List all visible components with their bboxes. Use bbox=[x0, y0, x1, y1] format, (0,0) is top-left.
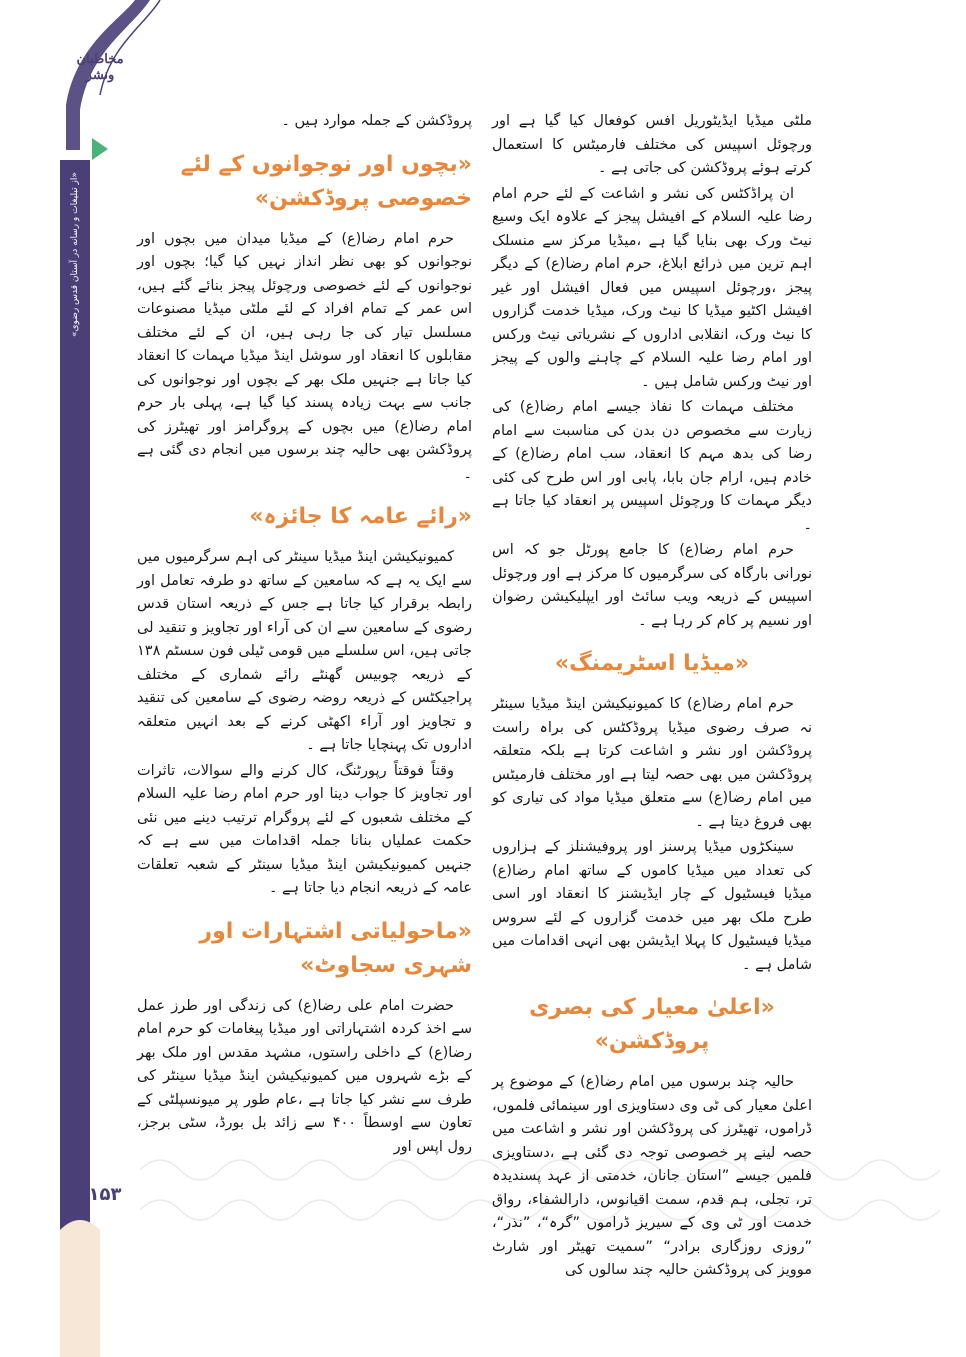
section-heading: «رائے عامہ کا جائزہ» bbox=[249, 504, 472, 529]
section-heading: «بچوں اور نوجوانوں کے لئے خصوصی پروڈکشن» bbox=[180, 151, 472, 211]
paragraph: حرم امام رضا(ع) کا جامع پورٹل جو کہ اس نورانی بارگاہ کی سرگرمیوں کا مرکز ہے اور ورچوئل اسپیس کے ذریعہ ویب سائٹ اور ایپلیکیشن رضوان اور نسیم پر کام کر رہا ہے ۔ bbox=[492, 542, 812, 629]
paragraph: حرم امام رضا(ع) کے میڈیا میدان میں بچوں اور نوجوانوں کو بھی نظر انداز نہیں کیا گیا؛ بچوں اور نوجوانوں کے لئے خصوصی ورچوئل پیجز بنائے گئے ہیں، اس عمر کے تمام افراد کے لئے ملٹی میڈیا مصنوعات مسلسل تیار کی جا رہی ہیں، ان کے لئے مختلف مقابلوں کا انعقاد اور سوشل اینڈ میڈیا مہمات کا انعقاد کیا جاتا ہے جنہیں ملک بھر کے بچوں اور نوجوانوں کی جانب سے بہت زیادہ پسند کیا گیا ہے، پہلی بار حرم امام رضا(ع) میں بچوں کے پروگرامز اور تھیٹرز کی پروڈکشن بھی حالیہ چند برسوں میں انجام دی گئی ہے ۔ bbox=[137, 230, 472, 482]
section-heading: «اعلیٰ معیار کی بصری پروڈکشن» bbox=[529, 995, 775, 1054]
left-column bbox=[137, 110, 472, 1161]
right-column bbox=[492, 110, 812, 1285]
paragraph: حرم امام رضا(ع) کا کمیونیکیشن اینڈ میڈیا سینٹر نہ صرف رضوی میڈیا پروڈکٹس کی براہ راست پروڈکشن اور نشر و اشاعت کرتا ہے بلکہ متعلقہ پروڈکشن میں بھی حصہ لیتا ہے اور مختلف فارمیٹس میں امام رضا(ع) سے متعلق میڈیا مواد کی تیاری کو بھی فروغ دیتا ہے ۔ bbox=[492, 696, 812, 830]
bottom-pattern-icon bbox=[0, 1150, 966, 1357]
section-heading: «میڈیا اسٹریمنگ» bbox=[554, 651, 750, 676]
play-icon bbox=[92, 138, 108, 160]
paragraph: وقتاً فوقتاً رپورٹنگ، کال کرنے والے سوالات، تاثرات اور تجاویز کا جواب دینا اور حرم امام رضا علیہ السلام کے مختلف شعبوں کے لئے پروگرام ترتیب دینے میں نئی حکمت عملیاں بنانا جملہ اقدامات میں سے ہے کہ جنہیں کمیونیکیشن اینڈ میڈیا سینٹر کے شعبہ تعلقات عامہ کے ذریعہ انجام دیا جاتا ہے ۔ bbox=[137, 762, 472, 896]
logo: مخاطبان ونشر bbox=[76, 52, 124, 83]
section-heading: «ماحولیاتی اشتہارات اور شہری سجاوٹ» bbox=[199, 918, 472, 978]
paragraph: حضرت امام علی رضا(ع) کی زندگی اور طرز عمل سے اخذ کردہ اشتہاراتی اور میڈیا پیغامات کو حرم امام رضا(ع) کے داخلی راستوں، مشہد مقدس اور ملک بھر کے بڑے شہروں میں کمیونیکیشن اینڈ میڈیا سینٹر کی طرف سے نشر کیا جاتا ہے ،عام طور پر میونسپلٹی کے تعاون سے اوسطاً ۴۰۰ سے زائد بل بورڈ، سٹی برجز، رول اپس اور bbox=[137, 997, 472, 1155]
paragraph: حالیہ چند برسوں میں امام رضا(ع) کے موضوع پر اعلیٰ معیار کی ٹی وی دستاویزی اور سینمائی فلموں، ڈراموں، تھیٹرز کی پروڈکشن اور نشر و اشاعت میں حصہ لینے پر خصوصی توجہ دی گئی ہے ،دستاویزی فلمیں جیسے ”استان جانان، خدمتی از عہد پسندیدہ تر، تجلی، ہم قدم، سمت اقیانوس، دارالشفاء، رواق خدمت اور ٹی وی کے سیریز ڈراموں ”گرہ“، ”نذر“، ”روزی روزگاری برادر“ ”سمیت تھیٹر اور شارٹ موویز کی پروڈکشن حالیہ چند سالوں کی bbox=[492, 1074, 812, 1278]
paragraph: مختلف مہمات کا نفاذ جیسے امام رضا(ع) کی زیارت سے مخصوص دن بدن کی مناسبت سے امام رضا کی بدھ مہم کا انعقاد، سب امام رضا(ع) کے خادم ہیں، ارام جان بابا، پابی اور اس طرح کی کئی دیگر مہمات کا ورچوئل اسپیس پر انعقاد کیا جاتا ہے ۔ bbox=[492, 399, 812, 533]
paragraph: پروڈکشن کے جملہ موارد ہیں ۔ bbox=[281, 113, 472, 129]
paragraph: ان پراڈکٹس کی نشر و اشاعت کے لئے حرم امام رضا علیہ السلام کے افیشل پیجز کے علاوہ ایک وسیع نیٹ ورک بھی بنایا گیا ہے ،میڈیا مرکز سے منسلک اہم ترین میں ذرائع ابلاغ، حرم امام رضا(ع) کے دیگر پیجز ،ورچوئل اسپیس میں فعال افیشل اور غیر افیشل اکٹیو میڈیا کا نیٹ ورک، میڈیا خدمت گزاروں کا نیٹ ورک، انقلابی اداروں کے نشریاتی نیٹ ورکس اور امام رضا علیہ السلام کے چاہنے والوں کے پیجز اور نیٹ ورکس شامل ہیں ۔ bbox=[492, 185, 812, 390]
paragraph: کمیونیکیشن اینڈ میڈیا سینٹر کی اہم سرگرمیوں میں سے ایک یہ ہے کہ سامعین کے ساتھ دو طرفہ تعامل اور رابطہ برقرار کیا جاتا ہے جس کے ذریعہ استان قدس رضوی کے سامعین سے ان کی آراء اور تجاویز و تنقید لی جاتی ہیں، اس سلسلے میں قومی ٹیلی فون سسٹم ۱۳۸ کے ذریعہ چوبیس گھنٹے رائے شماری کے مختلف پراجیکٹس کے ذریعہ روضہ رضوی کے سامعین کی تنقید و تجاویز اور آراء اکھٹی کرنے کے بعد انہیں متعلقہ اداروں تک پہنچایا جاتا ہے ۔ bbox=[137, 549, 472, 753]
page-number: ۱۵۳ bbox=[88, 1184, 122, 1205]
paragraph: سینکڑوں میڈیا پرسنز اور پروفیشنلز کے ہزاروں کی تعداد میں میڈیا کاموں کے ساتھ امام رضا(ع) میڈیا فیسٹیول کے چار ایڈیشنز کا انعقاد اور اسی طرح ملک بھر میں خدمت گزاروں کے لئے سروس میڈیا فیسٹیول کا پہلا ایڈیشن بھی انہی اقدامات میں شامل ہے ۔ bbox=[492, 839, 812, 973]
side-band-text: «از تبلیغات و رسانه در آستان قدس رضوی» bbox=[70, 172, 80, 338]
paragraph: ملٹی میڈیا ایڈیٹوریل افس کوفعال کیا گیا ہے اور ورچوئل اسپیس کی مختلف فارمیٹس کا استعمال کرتے ہوئے پروڈکشن کی جاتی ہے ۔ bbox=[492, 113, 812, 176]
